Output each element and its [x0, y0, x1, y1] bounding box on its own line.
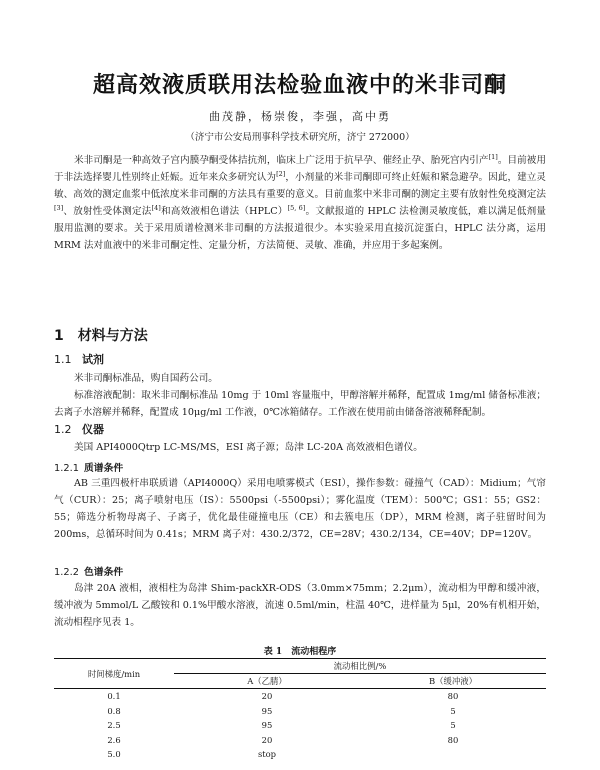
section-heading-materials-methods: 1 材料与方法: [54, 328, 148, 344]
subsection-heading-lc-conditions: 1.2.2 色谱条件: [54, 567, 124, 578]
subsection-heading-ms-conditions: 1.2.1 质谱条件: [54, 463, 124, 474]
cell-phase-b: 5: [450, 720, 456, 731]
cell-time: 0.8: [107, 705, 121, 716]
table-row: [54, 704, 546, 719]
table-header-phase-b: B（缓冲液）: [360, 674, 546, 689]
citation-ref: [1]: [488, 152, 498, 161]
intro-paragraph: 米非司酮是一种高效子宫内膜孕酮受体拮抗剂，临床上广泛用于抗早孕、催经止孕、胎死宫内引产[1]。目前被用于非法选择婴儿性别终止妊娠。近年来众多研究认为[2]，小剂量的米非司酮即可终止妊娠和紧急避孕。因此，建立灵敏、高效的测定血浆中低浓度米非司酮的方法具有重要的意义。目前血浆中米非司酮的测定主要有放射性免疫测定法[3]、放射性受体测定法[4]和高效液相色谱法（HPLC）[5, 6]。文献报道的 HPLC 法检测灵敏度低，难以满足低剂量服用监测的要求。关于采用质谱检测米非司酮的方法报道很少。本实验采用直接沉淀蛋白，HPLC 法分离，运用 MRM 法对血液中的米非司酮定性、定量分析，方法简便、灵敏、准确，并应用于多起案例。: [54, 152, 547, 251]
cell-phase-a: 20: [261, 734, 273, 745]
subsection-heading-instruments: 1.2 仪器: [54, 423, 104, 436]
cell-phase-a: 95: [261, 720, 273, 731]
table-row: [54, 733, 546, 748]
paper-affiliation: （济宁市公安局刑事科学技术研究所，济宁 272000）: [185, 132, 415, 143]
paper-title: 超高效液质联用法检验血液中的米非司酮: [92, 73, 507, 98]
cell-time: 5.0: [107, 749, 121, 760]
table-header-ratio: 流动相比例/%: [174, 659, 546, 674]
ms-conditions-paragraph: AB 三重四极杆串联质谱（API4000Q）采用电喷雾模式（ESI），操作参数：碰撞气（CAD）：Midium；气帘气（CUR）：25；离子喷射电压（IS）：5500psi（-5500psi）；雾化温度（TEM）：500℃；GS1：55；GS2：55；筛选分析物母离子、子离子，优化最佳碰撞电压（CE）和去簇电压（DP），MRM 检测，离子驻留时间为 200ms，总循环时间为 0.41s；MRM 离子对：430.2/372，CE=28V；430.2/134，CE=40V；DP=120V。: [54, 478, 546, 540]
reagents-paragraph-2: 标准溶液配制：取米非司酮标准品 10mg 于 10ml 容量瓶中，甲醇溶解并稀释，配置成 1mg/ml 储备标准液；去离子水溶解并稀释，配置成 10μg/ml 工作液，0℃冰箱储存。工作液在使用前由储备溶液稀释配制。: [54, 390, 546, 418]
paper-authors: 曲茂静，杨崇俊，李强，高中勇: [209, 110, 391, 123]
reagents-paragraph-1: 米非司酮标准品，购自国药公司。: [74, 373, 218, 384]
table-caption: 表 1 流动相程序: [263, 647, 337, 657]
citation-ref: [3]: [54, 203, 64, 212]
cell-time: 0.1: [107, 691, 121, 702]
cell-phase-b: 5: [450, 705, 456, 716]
cell-time: 2.5: [107, 720, 121, 731]
citation-ref: [5, 6]: [287, 203, 306, 212]
cell-phase-b: 80: [447, 691, 459, 702]
cell-phase-b: 80: [447, 734, 459, 745]
lc-conditions-paragraph: 岛津 20A 液相，液相柱为岛津 Shim-packXR-ODS（3.0mm×75mm；2.2μm），流动相为甲醇和缓冲液，缓冲液为 5mmol/L 乙酸铵和 0.1%甲酸水溶液，流速 0.5ml/min，柱温 40℃，进样量为 5μl，20%有机相开始，流动相程序见表 1。: [54, 583, 546, 628]
cell-time: 2.6: [107, 734, 121, 745]
table-header-time: 时间梯度/min: [54, 659, 174, 689]
citation-ref: [4]: [151, 203, 161, 212]
cell-phase-a: 20: [261, 691, 273, 702]
table-row: [54, 689, 546, 704]
table-header-phase-a: A（乙腈）: [174, 674, 360, 689]
cell-phase-b: [360, 747, 546, 762]
table-row: [54, 718, 546, 733]
cell-phase-a: stop: [257, 749, 277, 760]
cell-phase-a: 95: [261, 705, 273, 716]
subsection-heading-reagents: 1.1 试剂: [54, 353, 104, 366]
table-row: [54, 747, 546, 762]
instruments-paragraph: 美国 API4000Qtrp LC-MS/MS，ESI 离子源；岛津 LC-20A 高效液相色谱仪。: [74, 442, 423, 453]
mobile-phase-table: [54, 658, 546, 762]
citation-ref: [2]: [276, 169, 286, 178]
